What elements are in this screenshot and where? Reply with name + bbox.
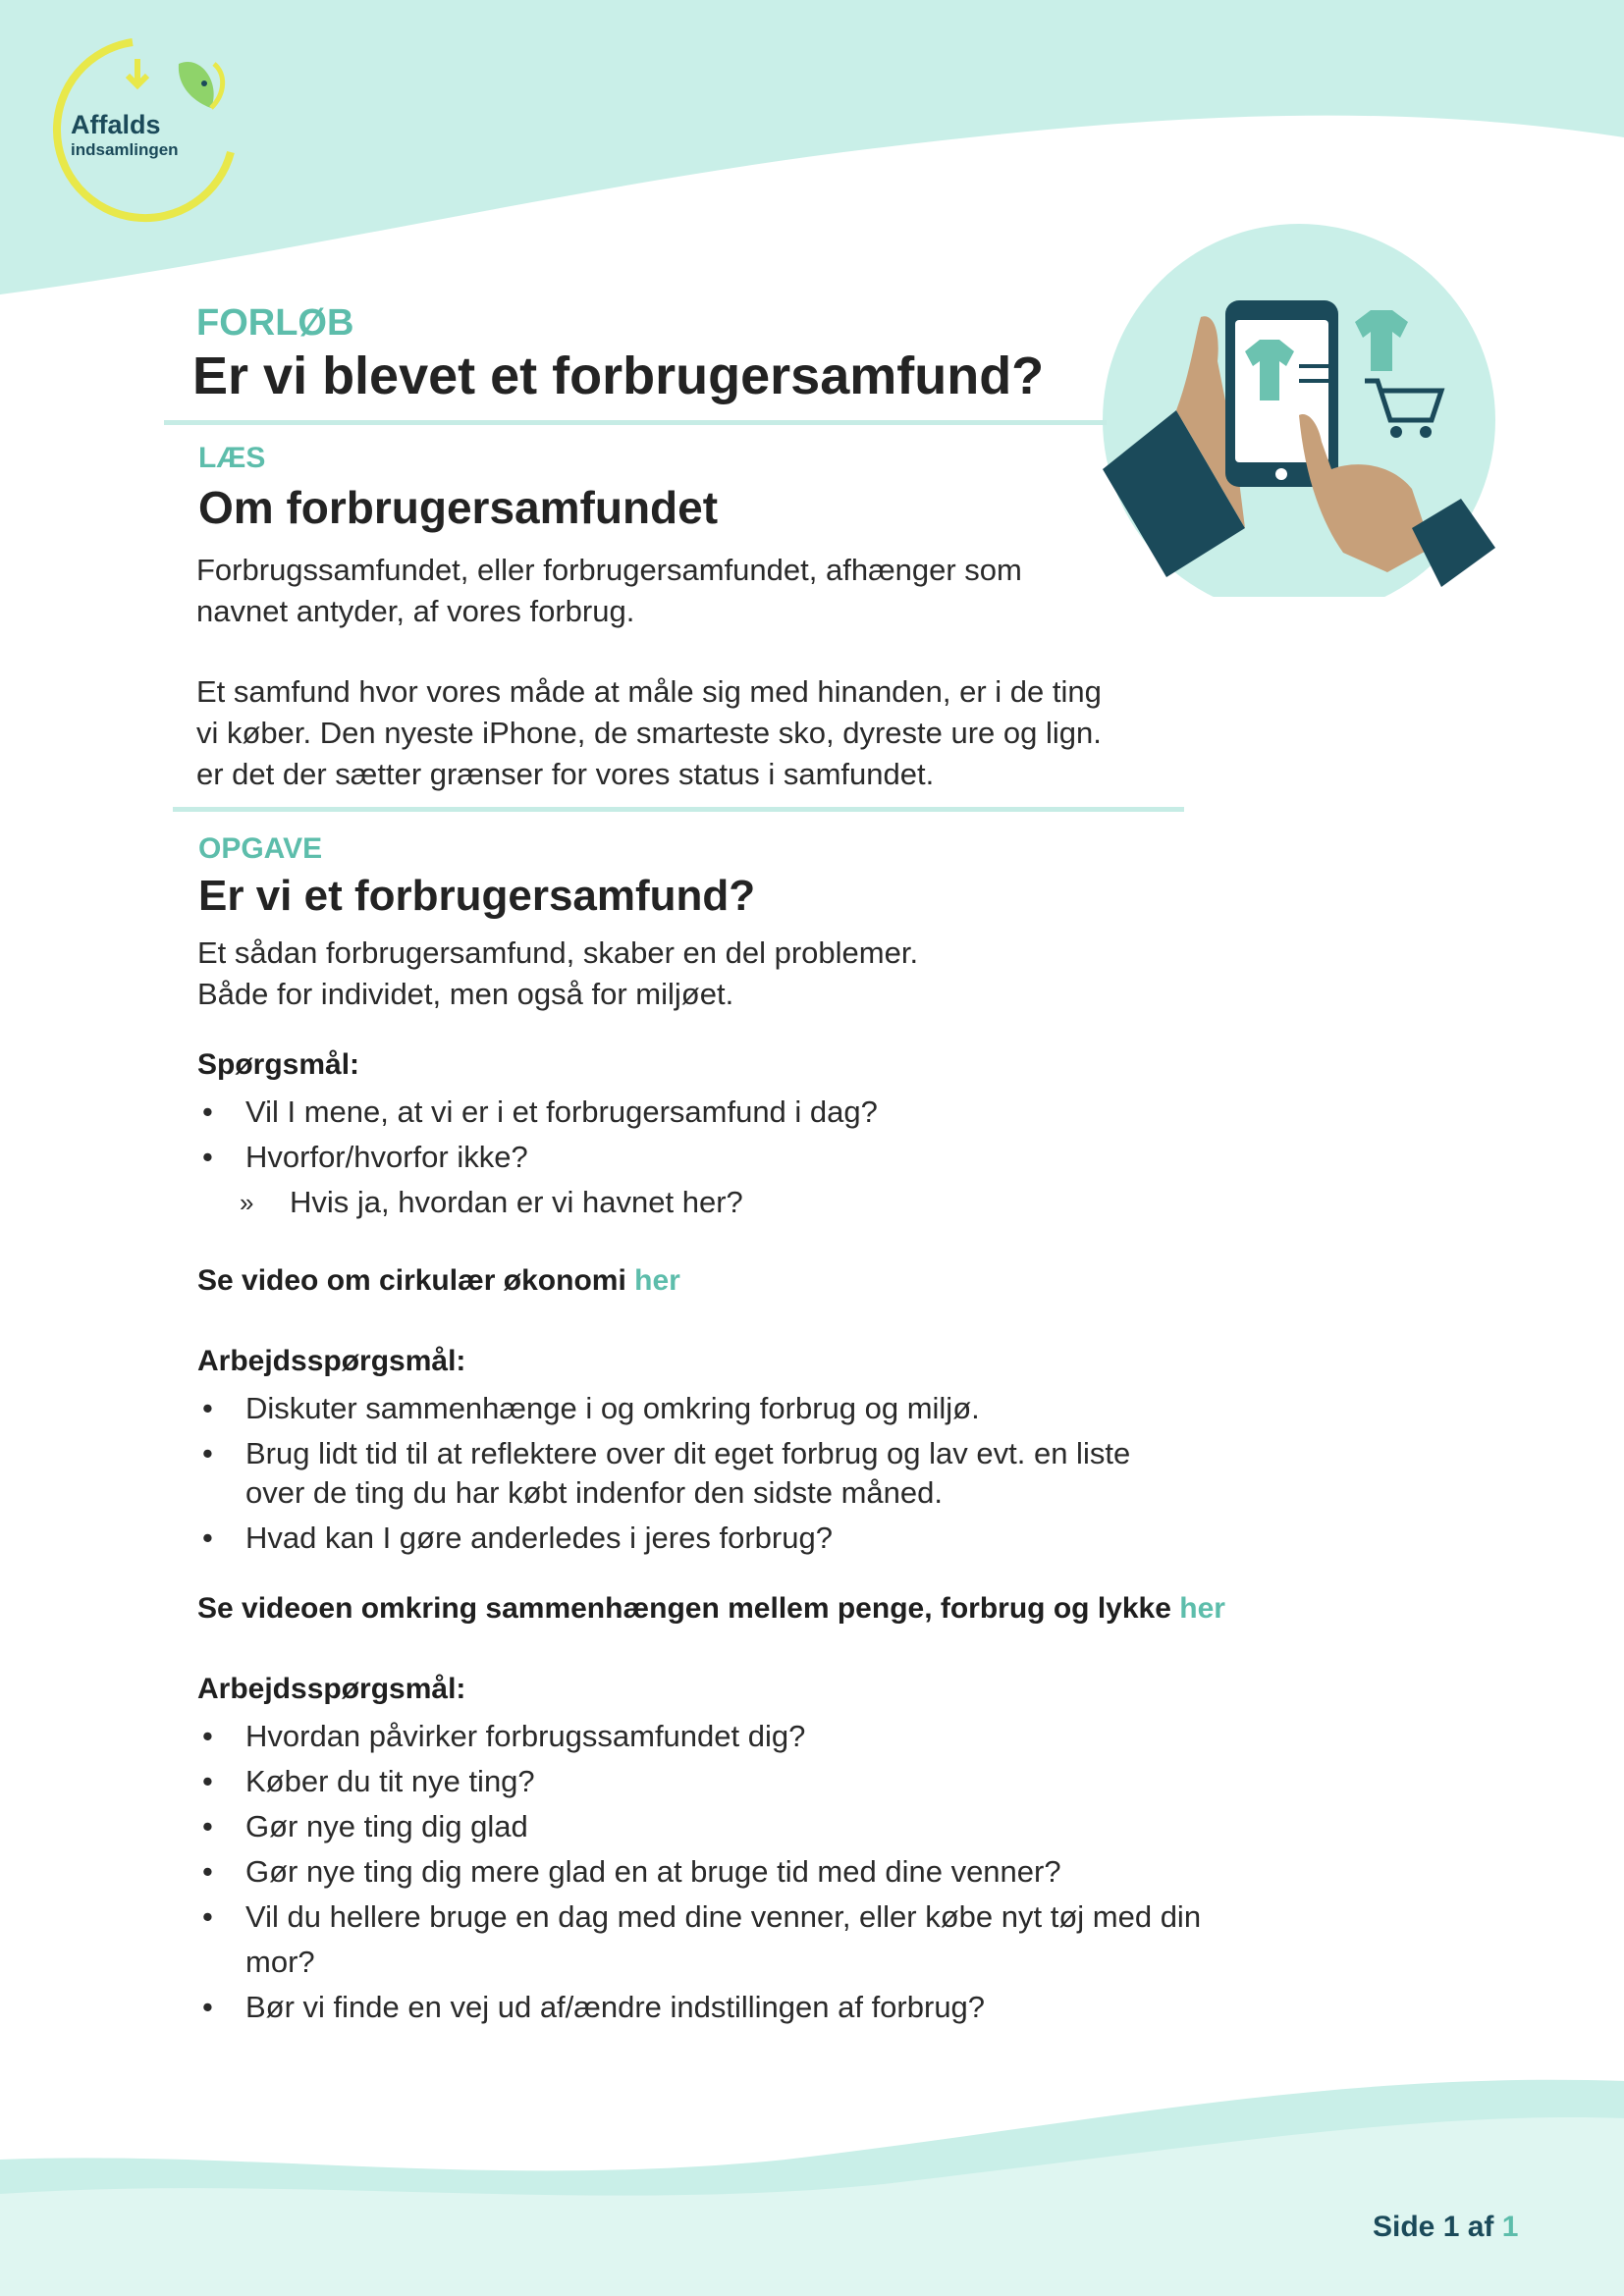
page-total: 1 [1501, 2211, 1519, 2243]
video2-text: Se videoen omkring sammenhængen mellem penge, forbrug og lykke [197, 1592, 1171, 1625]
read-paragraph-2 [196, 671, 1102, 795]
work-text: Diskuter sammenhænge i og omkring forbrug og miljø. [245, 1391, 980, 1425]
work-text: Bør vi finde en vej ud af/ændre indstillingen af forbrug? [245, 1990, 986, 2024]
list-item [196, 1386, 1276, 1431]
bottom-wave-light [0, 2117, 1624, 2296]
work-text: Køber du tit nye ting? [245, 1764, 535, 1798]
bullet: • [202, 1719, 213, 1753]
question-text: Vil I mene, at vi er i et forbrugersamfund i dag? [245, 1095, 878, 1129]
read-paragraph-2-line-1: Et samfund hvor vores måde at måle sig med hinanden, er i de ting [196, 674, 1102, 709]
work-text-cont: mor? [245, 1945, 315, 1979]
work-text: Vil du hellere bruge en dag med dine venner, eller købe nyt tøj med din [245, 1899, 1202, 1934]
question-text: Hvorfor/hvorfor ikke? [245, 1140, 528, 1174]
read-paragraph-1 [196, 550, 1022, 632]
task-title: Er vi et forbrugersamfund? [198, 872, 756, 920]
list-item [196, 1804, 1326, 1849]
logo-text-affalds: Affalds [71, 110, 161, 139]
sub-list-item [196, 1180, 1276, 1225]
work1-list [196, 1386, 1276, 1561]
page-number [1373, 2211, 1518, 2244]
task-kicker: OPGAVE [198, 832, 323, 865]
bullet: • [202, 1391, 213, 1425]
work1-heading: Arbejdsspørgsmål: [197, 1345, 466, 1377]
bullet: • [202, 1095, 213, 1129]
bullet: • [202, 1854, 213, 1889]
list-item [196, 1759, 1326, 1804]
read-divider [173, 807, 1184, 812]
list-item [196, 1135, 1276, 1180]
video1-text: Se video om cirkulær økonomi [197, 1264, 626, 1297]
bullet: • [202, 1899, 213, 1934]
bullet: • [202, 1809, 213, 1843]
task-intro [197, 933, 918, 1015]
read-paragraph-2-line-3: er det der sætter grænser for vores status i samfundet. [196, 757, 935, 791]
page-label: Side 1 af [1373, 2211, 1494, 2243]
header-divider [164, 420, 1107, 425]
logo-text-indsamlingen: indsamlingen [71, 140, 179, 159]
video2-link[interactable]: her [1179, 1592, 1225, 1625]
read-title: Om forbrugersamfundet [198, 482, 719, 533]
video1-line [197, 1264, 680, 1298]
video2-line [197, 1592, 1225, 1626]
list-item [196, 1714, 1326, 1759]
list-item [196, 1985, 1326, 2030]
list-item [196, 1090, 1276, 1135]
phone-shopping-illustration [1098, 224, 1510, 597]
bullet: • [202, 1990, 213, 2024]
list-item [196, 1434, 1276, 1513]
bullet: • [202, 1436, 213, 1470]
sub-question-text: Hvis ja, hvordan er vi havnet her? [290, 1185, 743, 1219]
questions-heading: Spørgsmål: [197, 1048, 360, 1081]
questions-list [196, 1090, 1276, 1225]
bullet: • [202, 1521, 213, 1555]
task-intro-line-2: Både for individet, men også for miljøet. [197, 977, 734, 1011]
page-title: Er vi blevet et forbrugersamfund? [192, 347, 1045, 405]
list-item [196, 1516, 1276, 1561]
bullet: • [202, 1140, 213, 1174]
work-text: Gør nye ting dig mere glad en at bruge tid med dine venner? [245, 1854, 1061, 1889]
work2-list [196, 1714, 1326, 2030]
work-text: Gør nye ting dig glad [245, 1809, 528, 1843]
course-kicker: FORLØB [196, 302, 354, 344]
read-paragraph-2-line-2: vi køber. Den nyeste iPhone, de smarteste sko, dyreste ure og lign. [196, 716, 1102, 750]
read-paragraph-1-line-1: Forbrugssamfundet, eller forbrugersamfundet, afhænger som [196, 553, 1022, 587]
list-item [196, 1849, 1326, 1895]
work-text: Hvordan påvirker forbrugssamfundet dig? [245, 1719, 806, 1753]
sub-bullet: » [240, 1188, 254, 1217]
work-text-cont: over de ting du har købt indenfor den sidste måned. [245, 1475, 943, 1510]
task-intro-line-1: Et sådan forbrugersamfund, skaber en del problemer. [197, 935, 919, 970]
list-item [196, 1895, 1326, 1985]
work2-heading: Arbejdsspørgsmål: [197, 1673, 466, 1705]
read-paragraph-1-line-2: navnet antyder, af vores forbrug. [196, 594, 635, 628]
video1-link[interactable]: her [634, 1264, 680, 1297]
work-text: Hvad kan I gøre anderledes i jeres forbrug? [245, 1521, 833, 1555]
work-text: Brug lidt tid til at reflektere over dit eget forbrug og lav evt. en liste [245, 1436, 1131, 1470]
read-kicker: LÆS [198, 442, 266, 474]
bullet: • [202, 1764, 213, 1798]
